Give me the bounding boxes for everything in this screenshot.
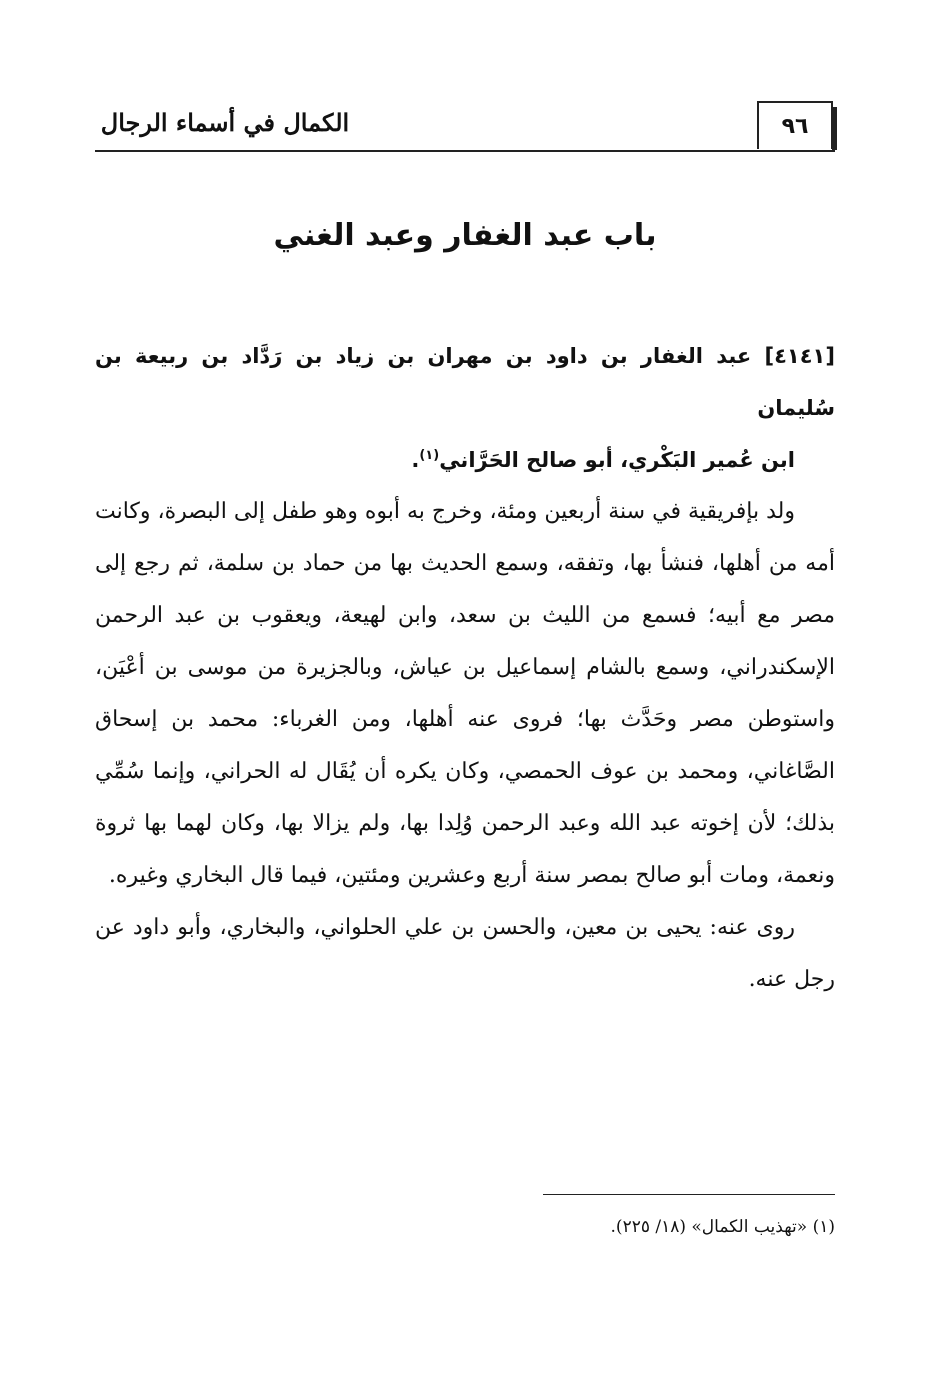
header-divider [95,150,835,152]
chapter-title: باب عبد الغفار وعبد الغني [273,218,657,253]
entry-name-end: . [411,448,420,472]
entry-heading [95,330,835,486]
running-title: الكمال في أسماء الرجال [100,107,350,137]
entry-name-line2: ابن عُمير البَكْري، أبو صالح الحَرَّاني [439,448,795,472]
entry-name-line2-wrap [95,434,835,486]
entry-number: [٤١٤١] [764,344,835,368]
page-number [757,101,833,149]
biography-paragraph: ولد بإفريقية في سنة أربعين ومئة، وخرج به أبوه وهو طفل إلى البصرة، وكانت أمه من أهلها، فنشأ بها، وتفقه، وسمع الحديث بها من حماد بن سلمة، ثم رجع إلى مصر مع أبيه؛ فسمع من الليث بن سعد، وابن لهيعة، ويعقوب بن عبد الرحمن الإسكندراني، وسمع بالشام إسماعيل بن عياش، وبالجزيرة من موسى بن أعْيَن، واستوطن مصر وحَدَّث بها؛ فروى عنه أهلها، ومن الغرباء: محمد بن إسحاق الصَّاغاني، ومحمد بن عوف الحمصي، وكان يكره أن يُقَال له الحراني، وإنما سُمِّي بذلك؛ لأن إخوته عبد الله وعبد الرحمن وُلِدا بها، ولم يزالا بها، وكان لهما بها ثروة ونعمة، ومات أبو صالح بمصر سنة أربع وعشرين ومئتين، فيما قال البخاري وغيره. [95,499,835,888]
narrators-paragraph: روى عنه: يحيى بن معين، والحسن بن علي الحلواني، والبخاري، وأبو داود عن رجل عنه. [95,915,835,992]
page-number-text: ٩٦ [781,113,809,139]
footnote: (١) «تهذيب الكمال» (١٨/ ٢٢٥). [610,1217,835,1237]
entry-name-line1: عبد الغفار بن داود بن مهران بن زياد بن رَدَّاد بن ربيعة بن سُليمان [95,344,835,420]
entry-body [95,330,835,1006]
footnote-divider [543,1194,835,1195]
footnote-reference: (١) [419,448,440,463]
